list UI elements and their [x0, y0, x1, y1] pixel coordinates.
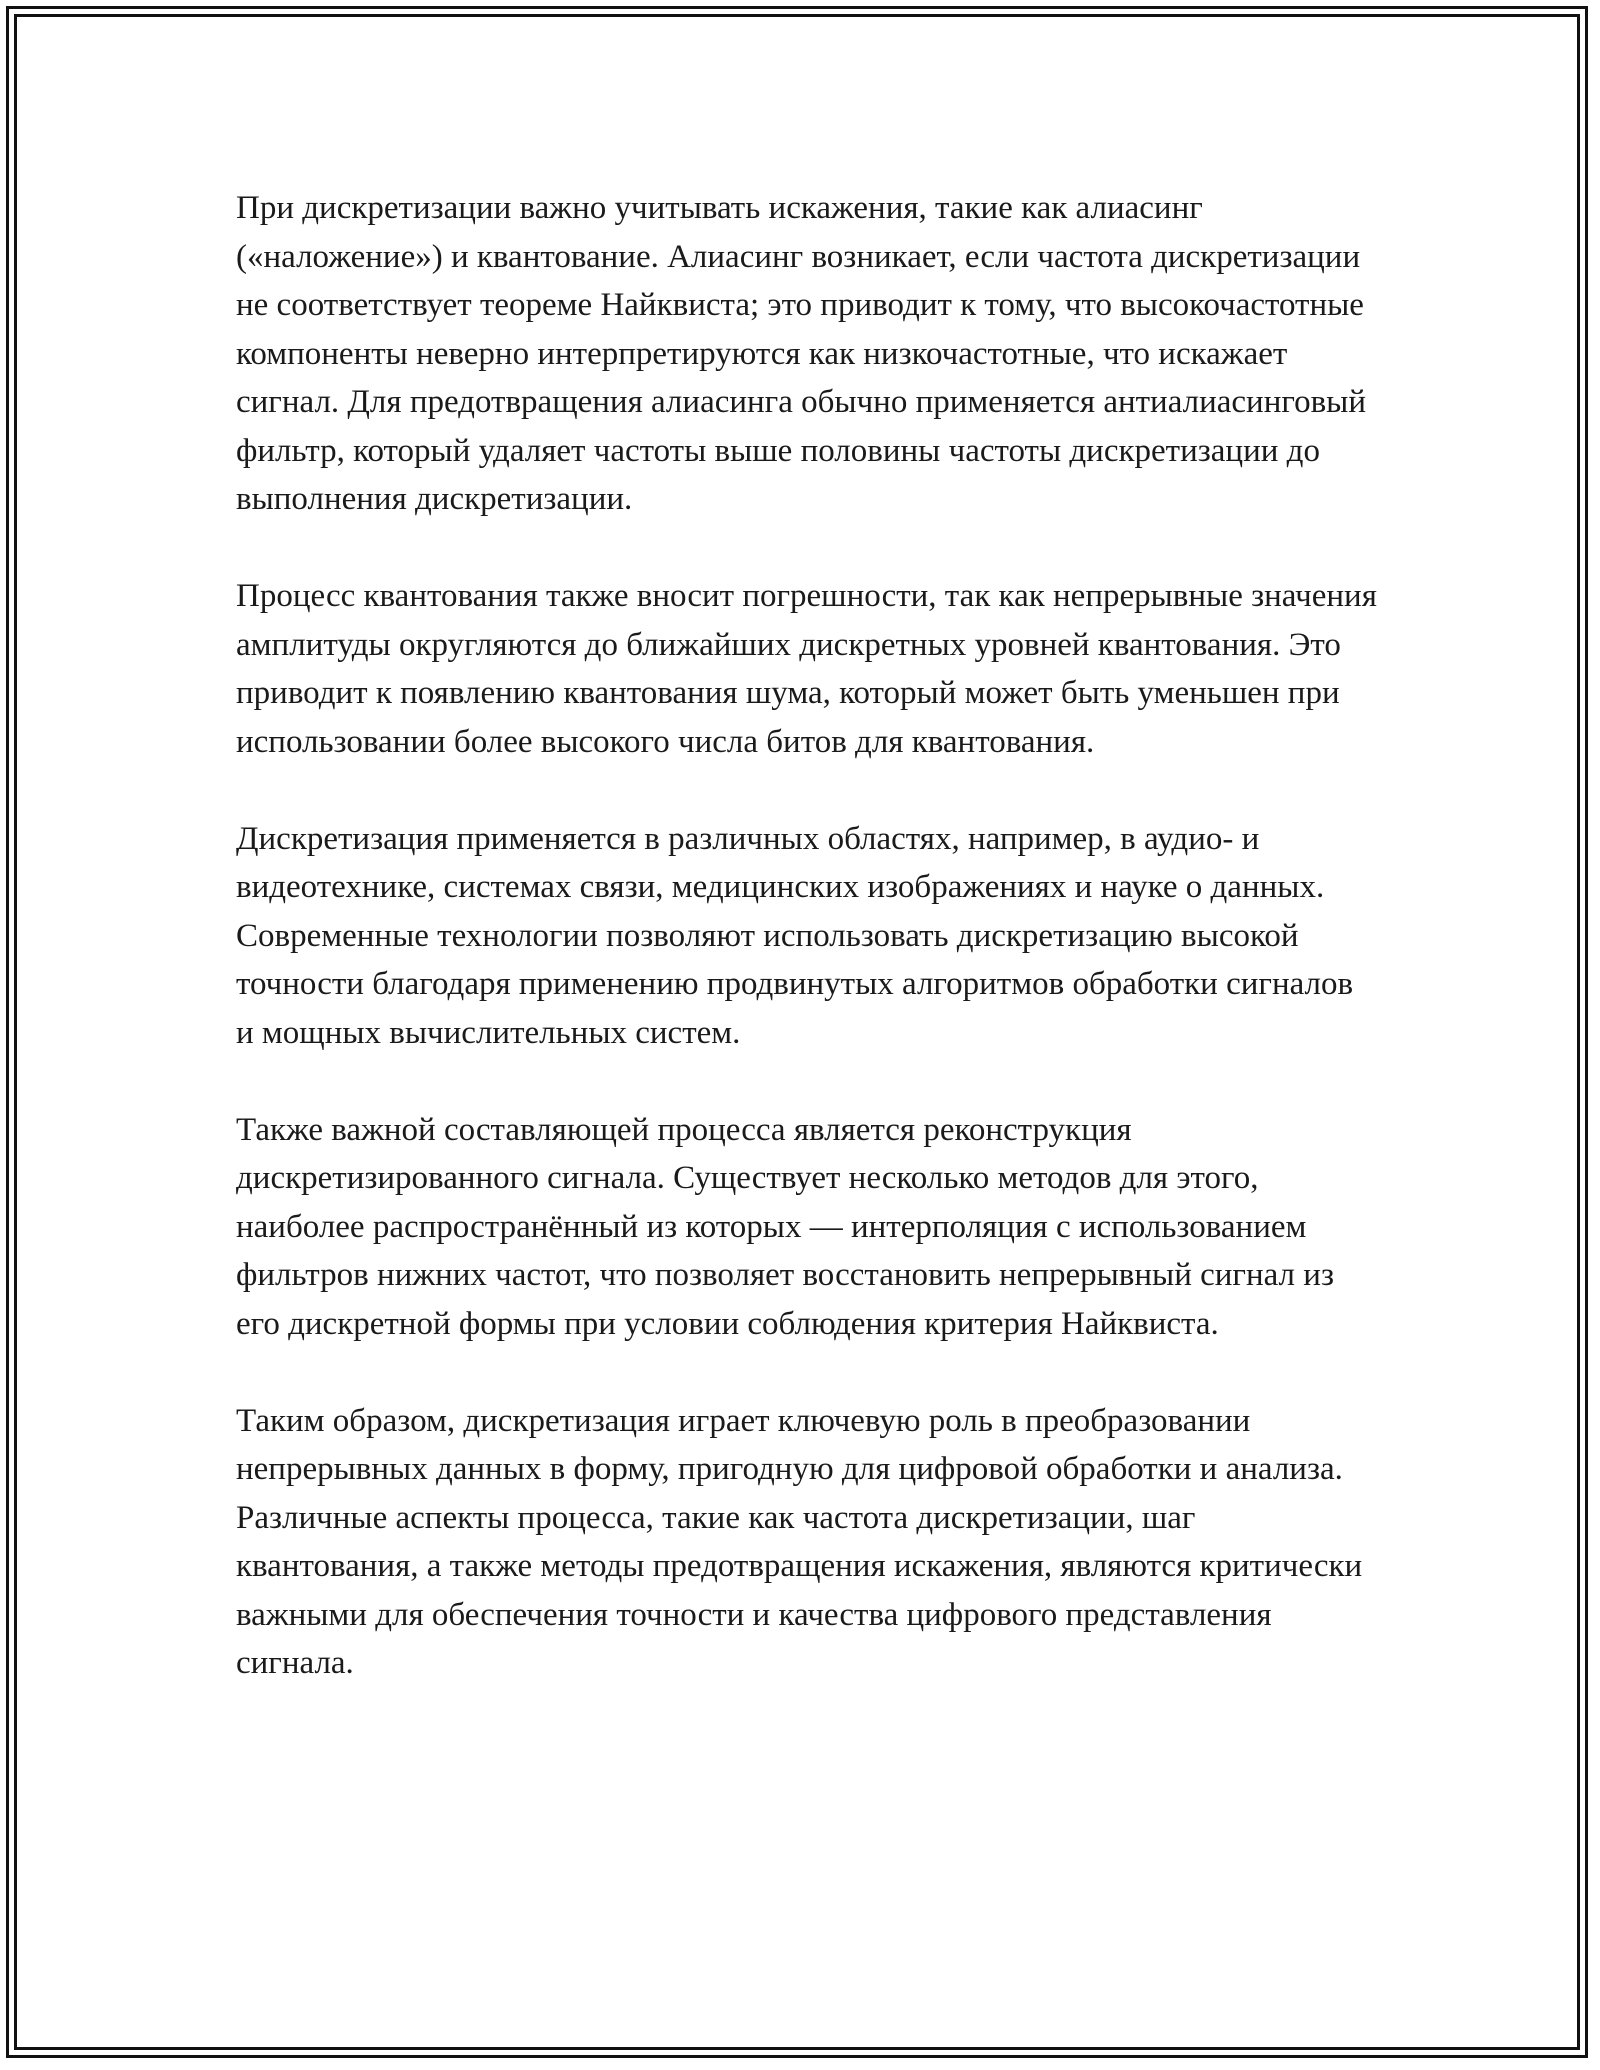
document-body	[236, 184, 1378, 1688]
paragraph-aliasing: При дискретизации важно учитывать искажения, такие как алиасинг («наложение») и квантование. Алиасинг возникает, если частота дискретизации не соответствует теореме Найквиста; это приводит к тому, что высокочастотные компоненты неверно интерпретируются как низкочастотные, что искажает сигнал. Для предотвращения алиасинга обычно применяется антиалиасинговый фильтр, который удаляет частоты выше половины частоты дискретизации до выполнения дискретизации.	[236, 190, 1367, 517]
paragraph-applications: Дискретизация применяется в различных областях, например, в аудио- и видеотехнике, системах связи, медицинских изображениях и науке о данных. Современные технологии позволяют использовать дискретизацию высокой точности благодаря применению продвинутых алгоритмов обработки сигналов и мощных вычислительных систем.	[236, 820, 1354, 1051]
paragraph-quantization: Процесс квантования также вносит погрешности, так как непрерывные значения амплитуды округляются до ближайших дискретных уровней квантования. Это приводит к появлению квантования шума, который может быть уменьшен при использовании более высокого числа битов для квантования.	[236, 578, 1377, 760]
paragraph-conclusion: Таким образом, дискретизация играет ключевую роль в преобразовании непрерывных данных в форму, пригодную для цифровой обработки и анализа. Различные аспекты процесса, такие как частота дискретизации, шаг квантования, а также методы предотвращения искажения, являются критически важными для обеспечения точности и качества цифрового представления сигнала.	[236, 1402, 1363, 1681]
paragraph-reconstruction: Также важной составляющей процесса является реконструкция дискретизированного сигнала. Существует несколько методов для этого, наиболее распространённый из которых — интерполяция с использованием фильтров нижних частот, что позволяет восстановить непрерывный сигнал из его дискретной формы при условии соблюдения критерия Найквиста.	[236, 1111, 1334, 1342]
